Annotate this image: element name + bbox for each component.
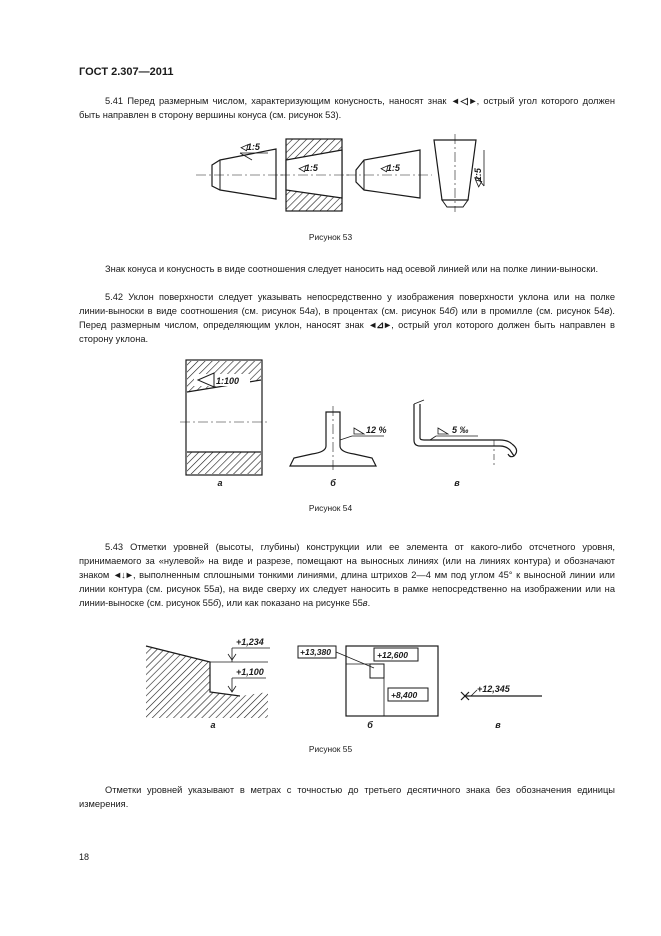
fig53-label-4: ◁1:5 [473,168,483,188]
fig55-b [298,646,438,716]
fig54-label-a: 1:100 [216,376,240,386]
fig53-label-2: ◁1:5 [298,163,318,173]
slope-symbol: ◄⊿► [368,320,392,330]
fig55-label-a1: +1,234 [236,637,264,647]
paragraph-5-42: 5.42 Уклон поверхности следует указывать непосредственно у изображения поверхности уклона или на полке линии-выноски в виде соотношения (см. рисунок 54а), в процентах (см. рисунок 54б) или в промилле (см. рисунок 54в). Перед размерным числом, определяющим уклон, наносят знак ◄⊿►, острый угол которого должен быть направлен в сторону уклона. [79,292,615,344]
fig55-sub-v: в [495,720,501,730]
fig53-label-1: ◁1:5 [240,142,260,152]
fig54-label-b: 12 % [366,425,387,435]
fig54-label-v: 5 ‰ [452,425,469,435]
fig55-label-b2: +12,600 [377,650,408,660]
paragraph-cone: Знак конуса и конусность в виде соотношения следует наносить над осевой линией или на полке линии-выноски. [105,264,599,274]
fig55-label-v: +12,345 [477,684,510,694]
fig55-v [461,684,542,700]
paragraph-levels: Отметки уровней указывают в метрах с точностью до третьего десятичного знака без обозначения единицы измерения. [79,785,615,809]
paragraph-5-41: 5.41 Перед размерным числом, характеризующим конусность, наносят знак ◄◁►, острый угол которого должен быть направлен в сторону вершины конуса (см. рисунок 53). [79,96,615,120]
figure-53-caption: Рисунок 53 [308,232,353,242]
fig55-a [146,637,270,718]
figure-54-caption: Рисунок 54 [308,503,353,513]
fig53-label-3: ◁1:5 [380,163,400,173]
fig54-sub-v: в [454,478,460,488]
fig55-label-b3: +8,400 [391,690,418,700]
fig55-label-b1: +13,380 [300,647,331,657]
paragraph-5-43: 5.43 Отметки уровней (высоты, глубины) конструкции или ее элемента от какого-либо отсчетного уровня, принимаемого за «нулевой» на виде и разрезе, помещают на выносных линиях (или на линиях контура) и обозначают знаком ◄↓►, выполненным сплошными тонкими линиями, длина штрихов 2—4 мм под углом 45° к выносной линии или линии контура (см. рисунок 55а), на виде сверху их следует наносить в рамке непосредственно на изображении или на линии-выноске (см. рисунок 55б), или как показано на рисунке 55в. [79,542,615,608]
fig55-sub-b: б [367,720,373,730]
figure-55-caption: Рисунок 55 [308,744,353,754]
level-symbol: ◄↓► [112,570,133,580]
fig54-sub-b: б [330,478,336,488]
cone-symbol: ◄◁► [450,96,477,106]
fig54-sub-a: а [217,478,223,488]
fig55-sub-a: а [210,720,216,730]
document-header: ГОСТ 2.307—2011 [79,66,174,78]
fig55-label-a2: +1,100 [236,667,264,677]
page-number: 18 [79,852,90,862]
